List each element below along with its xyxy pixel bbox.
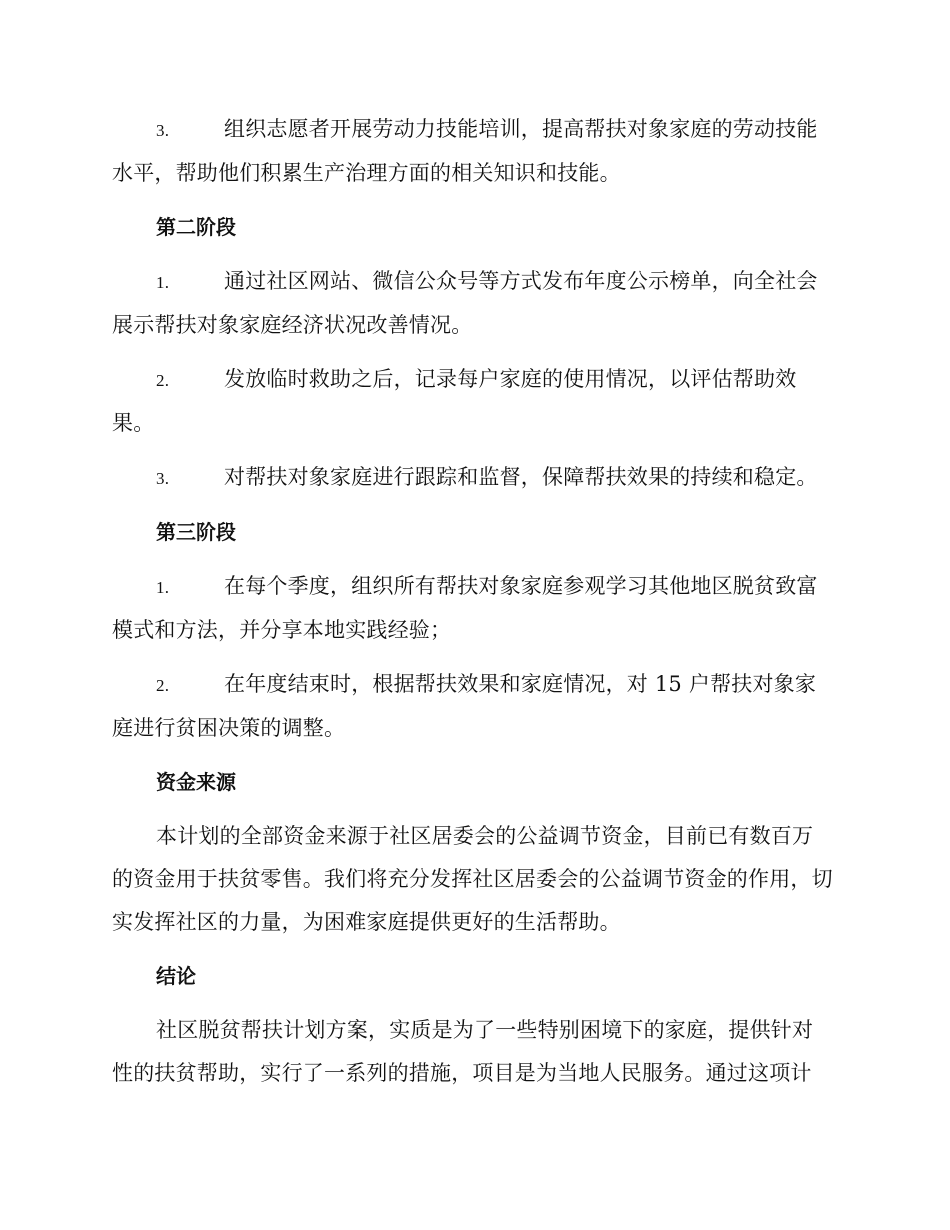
section-heading: 第二阶段 <box>156 215 236 239</box>
list-item <box>112 565 834 652</box>
body-paragraph: 社区脱贫帮扶计划方案，实质是为了一些特别困境下的家庭，提供针对性的扶贫帮助，实行了一系列的措施，项目是为当地人民服务。通过这项计 <box>112 1018 814 1085</box>
list-item-number: 3. <box>156 469 170 488</box>
list-item-number: 1. <box>156 578 170 597</box>
list-item-number: 1. <box>156 273 170 292</box>
section-heading: 结论 <box>156 964 196 988</box>
document-body <box>112 108 834 1106</box>
list-item-number: 2. <box>156 676 170 695</box>
list-item <box>112 663 834 750</box>
section-heading: 第三阶段 <box>156 520 236 544</box>
list-item-text: 在年度结束时，根据帮扶效果和家庭情况，对 15 户帮扶对象家庭进行贫困决策的调整。 <box>112 672 817 740</box>
body-paragraph: 本计划的全部资金来源于社区居委会的公益调节资金，目前已有数百万的资金用于扶贫零售。我们将充分发挥社区居委会的公益调节资金的作用，切实发挥社区的力量，为困难家庭提供更好的生活帮助。 <box>112 824 833 934</box>
section-heading: 资金来源 <box>156 770 236 794</box>
list-item-text: 对帮扶对象家庭进行跟踪和监督，保障帮扶效果的持续和稳定。 <box>224 465 818 489</box>
list-item-text: 组织志愿者开展劳动力技能培训，提高帮扶对象家庭的劳动技能水平，帮助他们积累生产治理方面的相关知识和技能。 <box>112 117 818 185</box>
list-item-number: 3. <box>156 121 170 140</box>
list-item-text: 发放临时救助之后，记录每户家庭的使用情况，以评估帮助效果。 <box>112 367 797 435</box>
list-item <box>112 108 834 195</box>
list-item-number: 2. <box>156 371 170 390</box>
list-item <box>112 260 834 347</box>
list-item-text: 通过社区网站、微信公众号等方式发布年度公示榜单，向全社会展示帮扶对象家庭经济状况改善情况。 <box>112 269 818 337</box>
list-item <box>112 456 834 500</box>
list-item-text: 在每个季度，组织所有帮扶对象家庭参观学习其他地区脱贫致富模式和方法，并分享本地实践经验； <box>112 574 818 642</box>
list-item <box>112 358 834 445</box>
